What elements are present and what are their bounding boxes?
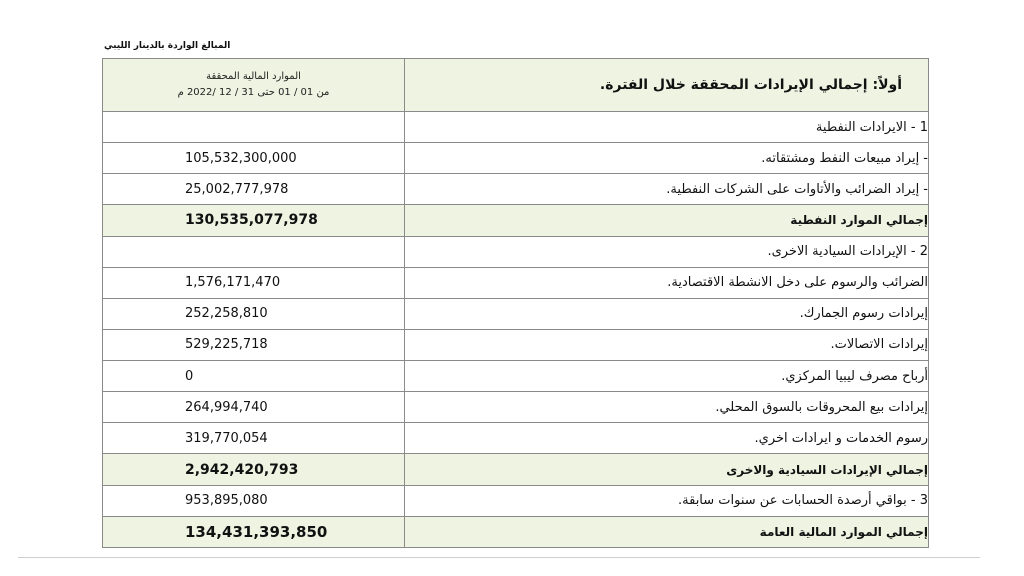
subtotal-row: [103, 205, 929, 236]
table-row: [103, 298, 929, 329]
row-amount: 2,942,420,793: [103, 454, 405, 485]
row-amount: 1,576,171,470: [103, 267, 405, 298]
table-row: [103, 392, 929, 423]
row-amount: 319,770,054: [103, 423, 405, 454]
row-label: إجمالي الموارد النفطية: [405, 205, 929, 236]
table-row: [103, 267, 929, 298]
row-label: - إيراد مبيعات النفط ومشتقاته.: [405, 143, 929, 174]
row-amount: 130,535,077,978: [103, 205, 405, 236]
table-row: [103, 329, 929, 360]
row-label: إجمالي الموارد المالية العامة: [405, 516, 929, 547]
row-label: إيرادات رسوم الجمارك.: [405, 298, 929, 329]
table-row: [103, 423, 929, 454]
row-label: أرباح مصرف ليبيا المركزي.: [405, 361, 929, 392]
row-amount: 25,002,777,978: [103, 174, 405, 205]
table-row: [103, 143, 929, 174]
row-amount: 0: [103, 361, 405, 392]
table-row: [103, 485, 929, 516]
row-label: إيرادات الاتصالات.: [405, 329, 929, 360]
row-label: 3 - بواقي أرصدة الحسابات عن سنوات سابقة.: [405, 485, 929, 516]
row-label: - إيراد الضرائب والأتاوات على الشركات النفطية.: [405, 174, 929, 205]
row-amount: [103, 236, 405, 267]
table-row: [103, 361, 929, 392]
row-amount: 529,225,718: [103, 329, 405, 360]
period-label: من 01 / 01 حتى 31 / 12 /2022 م: [177, 86, 330, 98]
revenue-table: [102, 58, 929, 548]
section-title: أولاً: إجمالي الإيرادات المحققة خلال الفترة.: [405, 59, 929, 112]
table-row: [103, 174, 929, 205]
row-amount: 252,258,810: [103, 298, 405, 329]
amount-column-title: الموارد المالية المحققة: [206, 70, 301, 82]
row-amount: 105,532,300,000: [103, 143, 405, 174]
amount-column-header: [103, 59, 405, 112]
row-label: رسوم الخدمات و ايرادات اخري.: [405, 423, 929, 454]
row-label: 1 - الايرادات النفطية: [405, 111, 929, 142]
subtotal-row: [103, 454, 929, 485]
grand-total-row: [103, 516, 929, 547]
row-label: 2 - الإيرادات السيادية الاخرى.: [405, 236, 929, 267]
row-amount: [103, 111, 405, 142]
row-label: إيرادات بيع المحروقات بالسوق المحلي.: [405, 392, 929, 423]
page-divider: [18, 557, 980, 558]
table-row: [103, 236, 929, 267]
row-label: الضرائب والرسوم على دخل الانشطة الاقتصادية.: [405, 267, 929, 298]
table-row: [103, 111, 929, 142]
table-header-row: [103, 59, 929, 112]
row-amount: 264,994,740: [103, 392, 405, 423]
row-amount: 953,895,080: [103, 485, 405, 516]
row-label: إجمالي الإيرادات السيادية والاخرى: [405, 454, 929, 485]
row-amount: 134,431,393,850: [103, 516, 405, 547]
currency-note: المبالغ الواردة بالدينار الليبي: [104, 41, 231, 51]
